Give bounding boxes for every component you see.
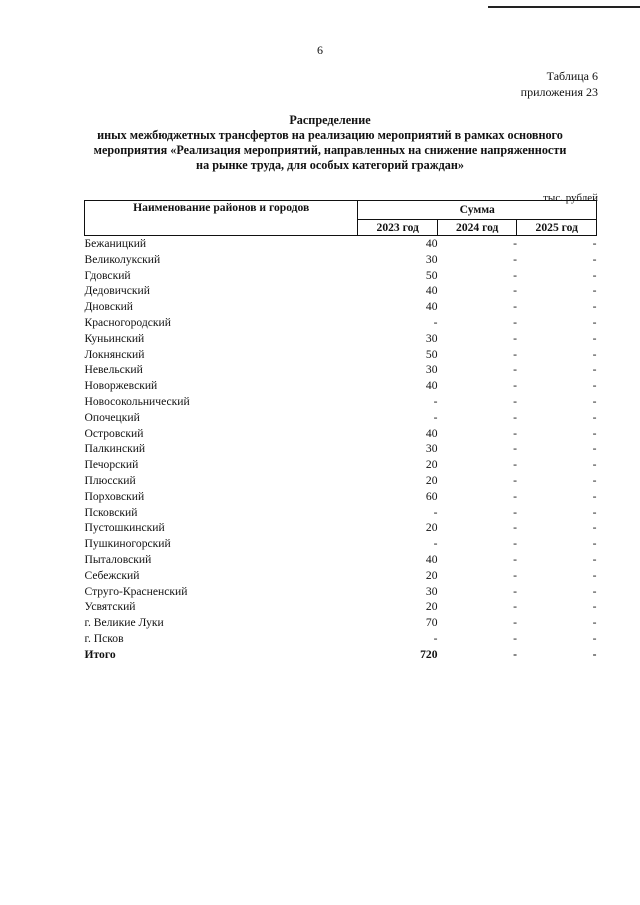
table-row	[85, 536, 597, 552]
value-2023: 20	[425, 521, 438, 535]
table-row	[85, 615, 597, 631]
value-2024: -	[513, 300, 517, 314]
value-2025: -	[592, 442, 597, 456]
value-2023: 20	[425, 473, 438, 487]
page-number: 6	[317, 43, 323, 57]
header-name: Наименование районов и городов	[85, 201, 358, 236]
total-2025: -	[592, 647, 597, 661]
value-2025: -	[592, 600, 597, 614]
value-2024: -	[513, 505, 517, 519]
value-2025: -	[592, 363, 597, 377]
table-row	[85, 283, 597, 299]
table-row	[85, 473, 597, 489]
district-name: Порховский	[84, 489, 145, 503]
total-row	[85, 647, 597, 663]
header-2024: 2024 год	[437, 219, 517, 235]
total-2023: 720	[420, 647, 438, 661]
district-name: Островский	[84, 426, 144, 440]
value-2024: -	[513, 379, 517, 393]
table-row	[85, 426, 597, 442]
value-2025: -	[592, 458, 597, 472]
table-row	[85, 489, 597, 505]
value-2025: -	[592, 331, 597, 345]
total-label: Итого	[84, 647, 116, 661]
district-name: Печорский	[84, 458, 139, 472]
value-2023: -	[433, 537, 438, 551]
district-name: Великолукский	[84, 252, 161, 266]
value-2023: -	[433, 315, 438, 329]
district-name: Палкинский	[84, 442, 146, 456]
title-line2: иных межбюджетных трансфертов на реализацию мероприятий в рамках основного	[97, 128, 563, 142]
value-2025: -	[592, 347, 597, 361]
table-row	[85, 331, 597, 347]
value-2025: -	[592, 252, 597, 266]
value-2023: -	[433, 410, 438, 424]
value-2023: 30	[425, 584, 438, 598]
district-name: Плюсский	[84, 473, 136, 487]
table-row	[85, 362, 597, 378]
table-row	[85, 568, 597, 584]
district-name: Пыталовский	[84, 552, 152, 566]
value-2024: -	[513, 584, 517, 598]
table-body	[85, 236, 597, 647]
district-name: Новосокольнический	[84, 394, 190, 408]
district-name: Бежаницкий	[84, 237, 147, 250]
value-2023: -	[433, 394, 438, 408]
value-2024: -	[513, 537, 517, 551]
title-line3: мероприятия «Реализация мероприятий, направленных на снижение напряженности	[93, 143, 567, 157]
table-row	[85, 236, 597, 252]
table-row	[85, 441, 597, 457]
district-name: Псковский	[84, 505, 138, 519]
value-2024: -	[513, 252, 517, 266]
table-row	[85, 315, 597, 331]
value-2024: -	[513, 363, 517, 377]
district-name: Невельский	[84, 363, 143, 377]
table-row	[85, 268, 597, 284]
district-name: Дедовичский	[84, 284, 150, 298]
value-2024: -	[513, 442, 517, 456]
value-2025: -	[592, 505, 597, 519]
table-reference	[521, 68, 598, 100]
value-2024: -	[513, 600, 517, 614]
value-2024: -	[513, 616, 517, 630]
value-2023: 40	[425, 552, 438, 566]
table-row	[85, 457, 597, 473]
value-2023: 40	[425, 426, 438, 440]
value-2025: -	[592, 237, 597, 250]
table-row	[85, 378, 597, 394]
value-2023: 30	[425, 331, 438, 345]
value-2025: -	[592, 552, 597, 566]
value-2025: -	[592, 568, 597, 582]
district-name: Себежский	[84, 568, 140, 582]
value-2024: -	[513, 568, 517, 582]
value-2024: -	[513, 268, 517, 282]
value-2025: -	[592, 489, 597, 503]
units-label: тыс. рублей	[543, 192, 598, 204]
value-2025: -	[592, 521, 597, 535]
table-row	[85, 252, 597, 268]
value-2025: -	[592, 315, 597, 329]
district-name: Красногородский	[84, 315, 171, 329]
value-2023: 20	[425, 600, 438, 614]
value-2024: -	[513, 394, 517, 408]
value-2023: 30	[425, 252, 438, 266]
table-row	[85, 394, 597, 410]
value-2023: 60	[425, 489, 438, 503]
value-2024: -	[513, 631, 517, 645]
table-row	[85, 584, 597, 600]
value-2025: -	[592, 268, 597, 282]
value-2025: -	[592, 284, 597, 298]
table-row	[85, 599, 597, 615]
table-row	[85, 631, 597, 647]
district-name: г. Псков	[84, 631, 124, 645]
value-2024: -	[513, 237, 517, 250]
value-2023: 40	[425, 379, 438, 393]
table-row	[85, 552, 597, 568]
value-2023: 30	[425, 442, 438, 456]
value-2023: 70	[425, 616, 438, 630]
value-2024: -	[513, 315, 517, 329]
table-ref-line2: приложения 23	[520, 85, 598, 99]
district-name: Струго-Красненский	[84, 584, 188, 598]
district-name: Пустошкинский	[84, 521, 165, 535]
value-2024: -	[513, 347, 517, 361]
district-name: Новоржевский	[84, 379, 158, 393]
value-2024: -	[513, 473, 517, 487]
district-name: Куньинский	[84, 331, 145, 345]
header-2023: 2023 год	[358, 219, 438, 235]
district-name: Пушкиногорский	[84, 537, 171, 551]
table-row	[85, 347, 597, 363]
value-2024: -	[513, 284, 517, 298]
district-name: Усвятский	[84, 600, 136, 614]
value-2023: -	[433, 631, 438, 645]
district-name: Опочецкий	[84, 410, 140, 424]
value-2023: 20	[425, 568, 438, 582]
value-2023: 40	[425, 284, 438, 298]
value-2023: 40	[425, 237, 438, 250]
value-2024: -	[513, 458, 517, 472]
table-row	[85, 520, 597, 536]
distribution-table	[84, 200, 597, 663]
value-2024: -	[513, 552, 517, 566]
header-2025: 2025 год	[517, 219, 597, 235]
value-2025: -	[592, 473, 597, 487]
value-2025: -	[592, 584, 597, 598]
value-2023: 50	[425, 268, 438, 282]
value-2023: 20	[425, 458, 438, 472]
title-line4: на рынке труда, для особых категорий граждан»	[196, 158, 464, 172]
value-2023: 40	[425, 300, 438, 314]
district-name: Дновский	[84, 300, 134, 314]
table-row	[85, 505, 597, 521]
header-sum: Сумма	[358, 201, 597, 220]
value-2024: -	[513, 331, 517, 345]
value-2023: -	[433, 505, 438, 519]
value-2025: -	[592, 537, 597, 551]
value-2024: -	[513, 521, 517, 535]
value-2025: -	[592, 300, 597, 314]
table-row	[85, 299, 597, 315]
scan-edge-line	[488, 6, 640, 8]
table-ref-line1: Таблица 6	[546, 69, 598, 83]
value-2025: -	[592, 426, 597, 440]
value-2025: -	[592, 394, 597, 408]
value-2025: -	[592, 379, 597, 393]
district-name: г. Великие Луки	[84, 616, 164, 630]
value-2023: 50	[425, 347, 438, 361]
district-name: Локнянский	[84, 347, 145, 361]
district-name: Гдовский	[84, 268, 131, 282]
total-2024: -	[513, 647, 517, 661]
table-row	[85, 410, 597, 426]
value-2023: 30	[425, 363, 438, 377]
title-line1: Распределение	[289, 113, 371, 127]
value-2024: -	[513, 489, 517, 503]
value-2025: -	[592, 616, 597, 630]
value-2024: -	[513, 426, 517, 440]
value-2025: -	[592, 410, 597, 424]
value-2025: -	[592, 631, 597, 645]
document-title	[60, 113, 600, 173]
value-2024: -	[513, 410, 517, 424]
